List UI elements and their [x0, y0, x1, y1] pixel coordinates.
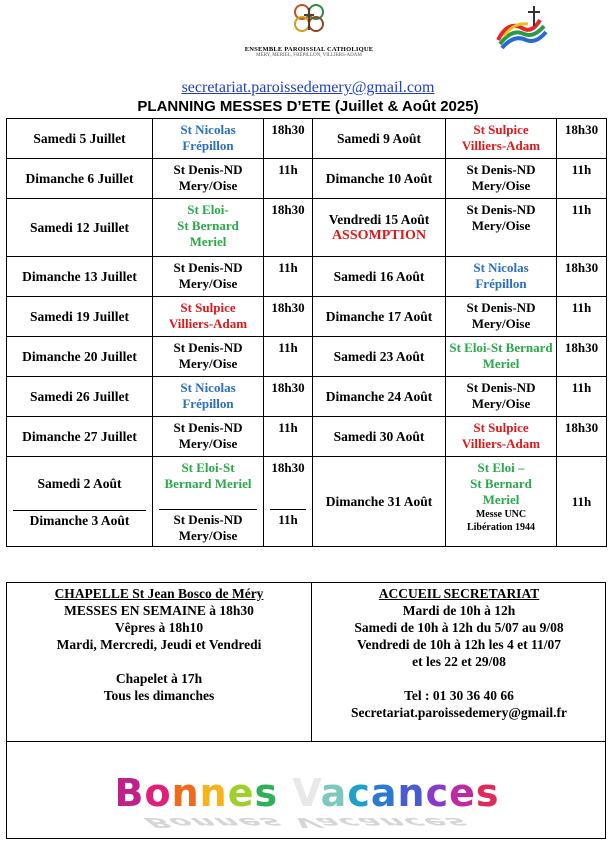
table-row — [7, 199, 607, 257]
time-cell — [264, 457, 313, 547]
place-line: St Bernard — [177, 218, 239, 233]
time-cell: 11h — [557, 297, 607, 337]
church-cell — [153, 377, 264, 417]
chapelle-title: CHAPELLE St Jean Bosco de Méry — [54, 586, 264, 601]
day-cell — [313, 377, 446, 417]
place-line: St Denis-ND — [173, 512, 243, 527]
place-line: Mery/Oise — [471, 178, 531, 193]
table-row — [7, 297, 607, 337]
church-cell — [446, 159, 557, 199]
banner-letter: n — [397, 771, 426, 815]
time-cell: 11h — [557, 199, 607, 257]
day-cell: Samedi 26 Juillet — [7, 377, 153, 417]
place-line: Meriel — [189, 234, 227, 249]
table-row — [7, 417, 607, 457]
time-cell: 11h — [557, 457, 607, 547]
banner-letter: e — [449, 771, 476, 815]
header-email-link[interactable]: secretariat.paroissedemery@gmail.com — [181, 79, 435, 96]
day-cell — [7, 457, 153, 547]
day-cell: Samedi 5 Juillet — [7, 119, 153, 159]
church-cell — [446, 417, 557, 457]
table-row — [7, 119, 607, 159]
church-cell — [446, 257, 557, 297]
church-name — [159, 509, 257, 544]
time-label: 11h — [270, 509, 306, 528]
place-line: St Denis-ND — [173, 420, 243, 435]
place-line: St Nicolas — [473, 260, 529, 275]
church-cell — [153, 337, 264, 377]
place-line: St Sulpice — [180, 300, 236, 315]
day-cell — [313, 417, 446, 457]
time-cell: 11h — [557, 159, 607, 199]
logo-title: ENSEMBLE PAROISSIAL CATHOLIQUE — [244, 46, 374, 53]
place-line: St Sulpice — [473, 122, 529, 137]
day-cell — [313, 159, 446, 199]
banner-letter: n — [199, 771, 228, 815]
chapelet-line: Tous les dimanches — [103, 688, 215, 703]
day-cell: Dimanche 31 Août — [313, 457, 446, 547]
church-cell — [153, 159, 264, 199]
place-line: St Denis-ND — [173, 162, 243, 177]
banner-letter: e — [227, 771, 255, 815]
church-cell — [153, 199, 264, 257]
banner-letter — [278, 771, 292, 815]
place-line: Mery/Oise — [471, 396, 531, 411]
chapelle-line: MESSES EN SEMAINE à 18h30 — [64, 603, 254, 618]
church-cell — [446, 377, 557, 417]
chapelle-section — [7, 585, 311, 704]
place-line: Meriel — [482, 356, 520, 371]
church-cell — [153, 297, 264, 337]
time-label: 18h30 — [271, 460, 305, 475]
chapelle-line: Vêpres à 18h10 — [114, 620, 204, 635]
day-label: Samedi 16 Août — [333, 268, 425, 284]
church-cell — [446, 337, 557, 377]
day-cell: Dimanche 20 Juillet — [7, 337, 153, 377]
day-label: Samedi 23 Août — [333, 348, 425, 364]
day-label: Dimanche 10 Août — [325, 170, 433, 186]
place-line: Mery/Oise — [178, 436, 238, 451]
table-row — [7, 257, 607, 297]
time-cell: 18h30 — [264, 199, 313, 257]
day-label: Samedi 2 Août — [37, 476, 122, 491]
day-cell: Dimanche 13 Juillet — [7, 257, 153, 297]
place-line: St Sulpice — [473, 420, 529, 435]
place-line: Meriel — [482, 492, 520, 507]
banner-letter: n — [171, 771, 200, 815]
day-label: Dimanche 3 Août — [29, 513, 130, 528]
banner-letter: o — [144, 771, 172, 815]
note-line: Messe UNC — [475, 509, 527, 520]
jubilee-logo — [488, 0, 556, 60]
place-line: Villiers-Adam — [168, 316, 248, 331]
day-cell: Dimanche 6 Juillet — [7, 159, 153, 199]
table-row — [7, 159, 607, 199]
banner-letter: a — [370, 771, 398, 815]
accueil-line: Mardi de 10h à 12h — [402, 603, 516, 618]
info-box — [6, 582, 606, 839]
day-cell — [313, 257, 446, 297]
accueil-line: Vendredi de 10h à 12h les 4 et 11/07 — [356, 637, 562, 652]
day-cell — [313, 199, 446, 257]
day-label: Samedi 30 Août — [333, 428, 425, 444]
time-cell: 18h30 — [557, 119, 607, 159]
day-cell — [313, 119, 446, 159]
time-cell: 11h — [264, 417, 313, 457]
banner-letter: c — [425, 771, 450, 815]
phone-number: Tel : 01 30 36 40 66 — [404, 688, 514, 703]
day-label: Dimanche 24 Août — [325, 388, 433, 404]
parish-logo — [242, 2, 376, 68]
time-cell: 11h — [264, 159, 313, 199]
church-cell — [446, 119, 557, 159]
place-line: St Bernard — [470, 476, 532, 491]
accueil-email[interactable]: Secretariat.paroissedemery@gmail.fr — [351, 705, 567, 720]
place-line: Frépillon — [182, 138, 234, 153]
place-line: St Eloi-St Bernard — [449, 340, 553, 355]
time-cell: 18h30 — [264, 377, 313, 417]
place-line: St Denis-ND — [466, 202, 536, 217]
church-cell — [446, 297, 557, 337]
mass-schedule-table — [6, 118, 607, 547]
day-label: Samedi 9 Août — [336, 130, 421, 146]
place-line: Frépillon — [475, 276, 527, 291]
time-cell: 11h — [264, 257, 313, 297]
place-line: St Eloi- — [187, 202, 229, 217]
page-title: PLANNING MESSES D’ETE (Juillet & Août 2025) — [137, 98, 479, 115]
table-row — [7, 337, 607, 377]
day-cell — [313, 297, 446, 337]
accueil-line: et les 22 et 29/08 — [412, 654, 506, 669]
banner-letter: B — [114, 771, 145, 815]
parish-emblem-icon — [289, 2, 329, 36]
place-line: St Denis-ND — [466, 380, 536, 395]
church-cell — [153, 457, 264, 547]
accueil-section — [312, 585, 606, 721]
table-row — [7, 377, 607, 417]
day-cell: Dimanche 27 Juillet — [7, 417, 153, 457]
place-line: Frépillon — [182, 396, 234, 411]
place-line: St Denis-ND — [173, 260, 243, 275]
place-line: St Nicolas — [180, 122, 236, 137]
day-cell — [313, 337, 446, 377]
place-line: Mery/Oise — [178, 178, 238, 193]
church-cell — [153, 417, 264, 457]
place-line: Bernard Meriel — [164, 476, 252, 491]
time-cell: 18h30 — [264, 297, 313, 337]
banner-letter: V — [292, 771, 321, 815]
time-cell: 18h30 — [557, 257, 607, 297]
day-cell: Samedi 19 Juillet — [7, 297, 153, 337]
bonnes-vacances-banner — [7, 771, 607, 815]
accueil-title: ACCUEIL SECRETARIAT — [378, 586, 540, 601]
banner-letter: s — [475, 771, 500, 815]
church-cell — [446, 457, 557, 547]
banner-letter: a — [320, 771, 348, 815]
time-cell: 18h30 — [557, 417, 607, 457]
jubilee-emblem-icon — [488, 0, 556, 60]
accueil-line: Samedi de 10h à 12h du 5/07 au 9/08 — [354, 620, 564, 635]
day-label: Dimanche 17 Août — [325, 308, 433, 324]
church-name — [153, 457, 263, 509]
time-cell: 18h30 — [264, 119, 313, 159]
footer-reflection: Bonnes Vacances — [135, 814, 479, 831]
place-line: St Denis-ND — [466, 162, 536, 177]
place-line: Mery/Oise — [178, 276, 238, 291]
note-line: Libération 1944 — [466, 522, 536, 533]
table-row — [7, 457, 607, 547]
time-cell: 11h — [557, 377, 607, 417]
day-cell: Samedi 12 Juillet — [7, 199, 153, 257]
feast-label: ASSOMPTION — [331, 227, 427, 243]
place-line: St Eloi-St — [181, 460, 235, 475]
place-line: St Nicolas — [180, 380, 236, 395]
church-cell — [153, 119, 264, 159]
church-cell — [446, 199, 557, 257]
chapelet-line: Chapelet à 17h — [115, 671, 203, 686]
chapelle-line: Mardi, Mercredi, Jeudi et Vendredi — [56, 637, 262, 652]
place-line: Villiers-Adam — [461, 436, 541, 451]
place-line: St Denis-ND — [173, 340, 243, 355]
banner-letter: s — [254, 771, 279, 815]
place-line: Villiers-Adam — [461, 138, 541, 153]
time-cell: 11h — [264, 337, 313, 377]
logo-subtitle: MÉRY, MERIEL, FRÉPILLON, VILLIERS-ADAM — [256, 53, 362, 58]
day-label: Vendredi 15 Août — [328, 211, 430, 227]
place-line: St Denis-ND — [466, 300, 536, 315]
place-line: Mery/Oise — [471, 218, 531, 233]
place-line: Mery/Oise — [178, 528, 238, 543]
place-line: Mery/Oise — [471, 316, 531, 331]
church-cell — [153, 257, 264, 297]
time-cell: 18h30 — [557, 337, 607, 377]
banner-letter: c — [347, 771, 371, 815]
place-line: Mery/Oise — [178, 356, 238, 371]
place-line: St Eloi – — [477, 460, 525, 475]
